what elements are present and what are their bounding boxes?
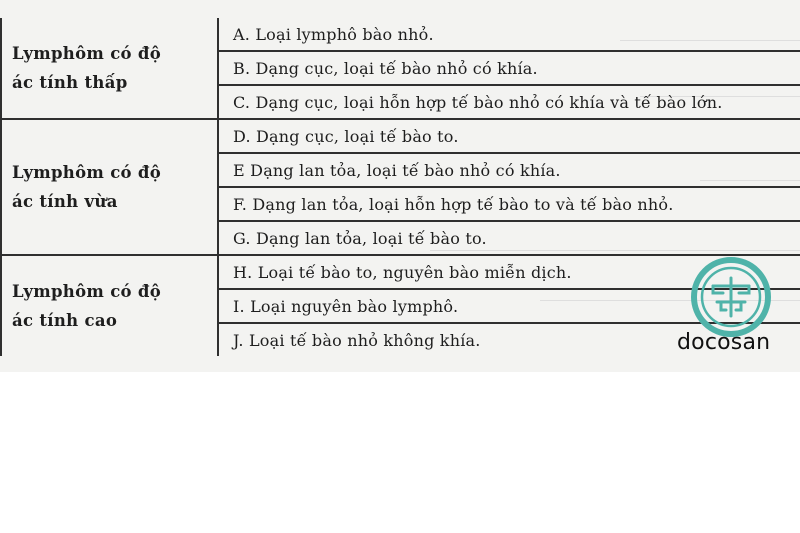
group-label-line: Lymphôm có độ [12,282,162,301]
group-label-line: ác tính vừa [12,192,118,211]
table-row [1,119,800,153]
group-label-line: Lymphôm có độ [12,163,162,182]
table-cell: J. Loại tế bào nhỏ không khía. [218,323,800,356]
table-cell: B. Dạng cục, loại tế bào nhỏ có khía. [218,51,800,85]
group-high-grade [1,255,218,356]
table-cell: F. Dạng lan tỏa, loại hỗn hợp tế bào to và tế bào nhỏ. [218,187,800,221]
table-row [1,255,800,289]
table-cell: G. Dạng lan tỏa, loại tế bào to. [218,221,800,255]
table-cell: H. Loại tế bào to, nguyên bào miễn dịch. [218,255,800,289]
table-cell: D. Dạng cục, loại tế bào to. [218,119,800,153]
table-row [1,18,800,51]
table-cell: E Dạng lan tỏa, loại tế bào nhỏ có khía. [218,153,800,187]
docosan-logo-icon [690,256,772,338]
docosan-brand-text: docosan [677,330,771,355]
group-label-line: ác tính thấp [12,73,128,92]
group-intermediate-grade [1,119,218,255]
group-low-grade [1,18,218,119]
table-cell: C. Dạng cục, loại hỗn hợp tế bào nhỏ có khía và tế bào lớn. [218,85,800,119]
lymphoma-classification-table [0,18,800,356]
table-cell: I. Loại nguyên bào lymphô. [218,289,800,323]
group-label-line: ác tính cao [12,311,118,330]
group-label-line: Lymphôm có độ [12,44,162,63]
table-cell: A. Loại lymphô bào nhỏ. [218,18,800,51]
